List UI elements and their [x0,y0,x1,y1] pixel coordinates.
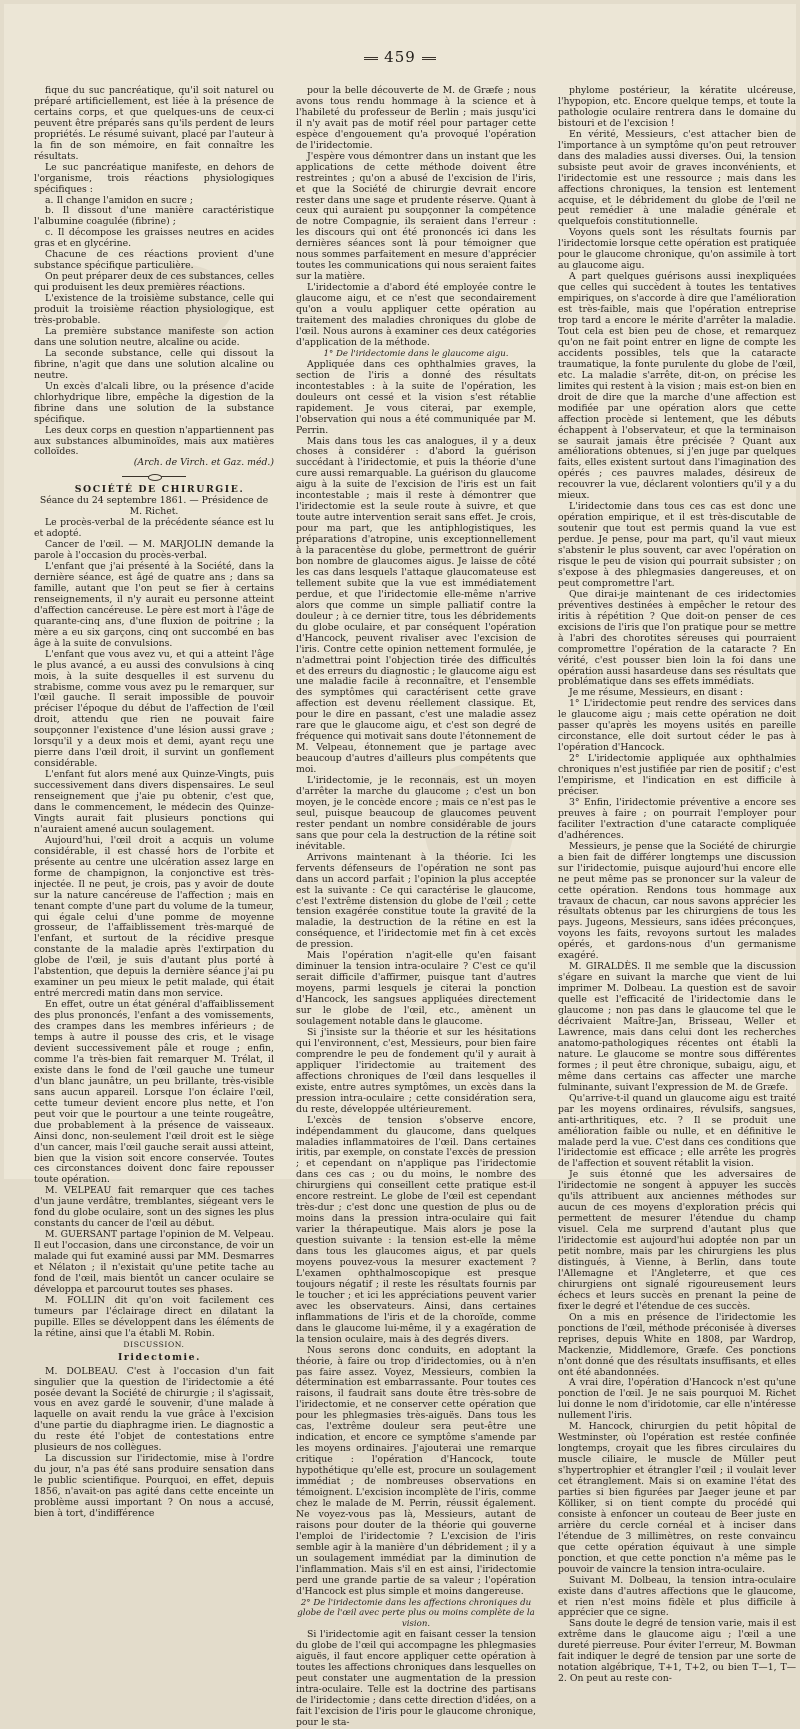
paragraph: On peut préparer deux de ces substances, celles qui produisent les deux premières réactions. [34,271,274,294]
section-divider [34,469,274,485]
paragraph: J'espère vous démontrer dans un instant que les applications de cette méthode doivent être restreintes ; qu'on a abusé de l'excision de l'iris, et que la Société de chirurgie devrait encore rester dans une sage et prudente réserve. Quant à ceux qui auraient pu soupçonner la compétence de notre Compagnie, ils seraient dans l'erreur : les discours qui ont été prononcés ici dans les dernières séances sont là pour témoigner que nous sommes parfaitement en mesure d'apprécier toutes les communications qui nous seraient faites sur la matière. [296,150,536,283]
paragraph: En vérité, Messieurs, c'est attacher bien de l'importance à un symptôme qu'on peut retrouver dans des maladies aussi diverses. Oui, la tension subsiste peut avoir de graves inconvénients, et l'iridectomie est une ressource ; mais dans les affections chroniques, la tension est lentement acquise, et le débridement du globe de l'œil ne peut remédier à une maladie générale et quelquefois constitutionnelle. [558,128,796,228]
column-1 [34,85,274,1519]
header-rule-left [364,57,378,61]
paragraph: L'enfant que j'ai présenté à la Société, dans la dernière séance, est âgé de quatre ans ; dans sa famille, autant que l'on peut se fier à certains renseignements, il n'y aurait eu personne atteint d'affection cancéreuse. Le père est mort à l'âge de quarante-cinq ans, d'une fluxion de poitrine ; la mère a eu six garçons, cinq ont succombé en bas âge à la suite de convulsions. [34,561,274,649]
paragraph: Qu'arrive-t-il quand un glaucome aigu est traité par les moyens ordinaires, révulsifs, sangsues, anti-arthritiques, etc. ? Il se produit une amélioration faible ou nulle, et en définitive le malade perd la vue. C'est dans ces conditions que l'iridectomie est efficace ; elle arrête les progrès de l'affection et souvent rétablit la vision. [558,1092,796,1170]
paragraph: En effet, outre un état général d'affaiblissement des plus prononcés, l'enfant a des vomissements, des crampes dans les membres inférieurs ; de temps à autre il pousse des cris, et le visage devient successivement pâle et rouge ; enfin, comme l'a très-bien fait remarquer M. Trélat, il existe dans le fond de l'œil gauche une tumeur d'un blanc jaunâtre, un peu brillante, très-visible sans aucun appareil. Lorsque l'on éclaire l'œil, cette tumeur devient encore plus nette, et l'on peut voir que le pourtour a une teinte rougeâtre, due probablement à la présence de vaisseaux. Ainsi donc, non-seulement l'œil droit est le siège d'un cancer, mais l'œil gauche serait aussi atteint, bien que la vision soit encore conservée. Toutes ces circonstances doivent donc faire repousser toute opération. [34,999,274,1186]
session-line: Séance du 24 septembre 1861. — Présidence de M. Richet. [39,495,269,518]
paragraph: Je me résume, Messieurs, en disant : [569,687,744,699]
paragraph: A vrai dire, l'opération d'Hancock n'est qu'une ponction de l'œil. Je ne sais pourquoi M. Richet lui donne le nom d'iridotomie, car elle n'intéresse nullement l'iris. [558,1377,796,1422]
paragraph: Suivant M. Dolbeau, la tension intra-oculaire existe dans d'autres affections que le glaucome, et rien n'est moins fidèle et plus difficile à apprécier que ce signe. [558,1574,796,1619]
paragraph: a. Il change l'amidon en sucre ; [45,194,193,206]
column-3 [558,85,796,1685]
paragraph: Sans doute le degré de tension varie, mais il est extrême dans le glaucome aigu ; l'œil a une dureté pierreuse. Pour éviter l'erreur, M. Bowman fait indiquer le degré de tension par une sorte de notation algébrique, T+1, T+2, ou bien T—1, T—2. On peut au reste con- [558,1618,796,1685]
paragraph: Mais dans tous les cas analogues, il y a deux choses à considérer : d'abord la guérison succédant à l'iridectomie, et puis la théorie d'une cure aussi remarquable. La guérison du glaucome aigu à la suite de l'excision de l'iris est un fait incontestable ; mais il reste à démontrer que l'iridectomie est la seule route à suivre, et que toute autre intervention serait sans effet. Je crois, pour ma part, que les antiphlogistiques, les préparations d'atropine, unis exceptionnellement à la paracentèse du globe, permettront de guérir bon nombre de glaucomes aigus. Je laisse de côté les cas dans lesquels l'attaque glaucomateuse est tellement subite que la vue est immédiatement perdue, et que l'iridectomie elle-même n'arrive alors que comme un simple palliatif contre la douleur ; à ce dernier titre, tous les débridements du globe oculaire, et par conséquent l'opération d'Hancock, peuvent rivaliser avec l'excision de l'iris. Contre cette opinion nettement formulée, je n'admettrai point l'objection tirée des difficultés et des erreurs du diagnostic ; le glaucome aigu est une maladie facile à reconnaître, et l'ensemble des symptômes qui caractérisent cette grave affection est devenu réellement classique. Et, pour le dire en passant, c'est une maladie assez rare que le glaucome aigu, et c'est son degré de fréquence qui motivait sans doute l'étonnement de M. Velpeau, étonnement que je partage avec beaucoup d'autres d'ailleurs plus compétents que moi. [296,435,536,776]
paragraph: M. Hancock, chirurgien du petit hôpital de Westminster, où l'opération est restée confinée longtemps, croyait que les fibres circulaires du muscle ciliaire, le muscle de Müller peut s'hypertrophier et étrangler l'œil ; il voulait lever cet étranglement. Mais si on examine l'état des parties si bien figurées par Jaeger jeune et par Kölliker, si on tient compte du procédé qui consiste à enfoncer un couteau de Beer juste en arrière du cercle cornéal et à inciser dans l'étendue de 3 millimètres, on reste convaincu que cette opération équivaut à une simple ponction, et que cette ponction n'a même pas le pouvoir de vaincre la tension intra-oculaire. [558,1421,796,1575]
paragraph: A part quelques guérisons aussi inexpliquées que celles qui succèdent à toutes les tentatives empiriques, on s'accorde à dire que l'amélioration est très-faible, mais que l'opération entreprise trop tard a encore le mérite d'arrêter la maladie. Tout cela est bien peu de chose, et remarquez qu'on ne fait point entrer en ligne de compte les accidents possibles, tels que la cataracte traumatique, la fonte purulente du globe de l'œil, etc. La maladie s'arrête, dit-on, on précise les limites qui restent à la vision ; mais est-on bien en droit de dire que la marche d'une affection est modifiée par une opération alors que cette affection procède si lentement, que les débuts échappent à l'observateur, et que la terminaison se saurait jamais être précisée ? Quant aux améliorations obtenues, si j'en juge par quelques faits, elles existent surtout dans l'imagination des opérés ; ces pauvres malades, désireux de recouvrer la vue, déclarent volontiers qu'il y a du mieux. [558,271,796,502]
paragraph: b. Il dissout d'une manière caractéristique l'albumine coagulée (fibrine) ; [34,205,274,228]
paragraph: L'excès de tension s'observe encore, indépendamment du glaucome, dans quelques maladies inflammatoires de l'œil. Dans certaines iritis, par exemple, on constate l'excès de pression ; et cependant on n'applique pas l'iridectomie dans ces cas ; ou du moins, le nombre des chirurgiens qui conseillent cette pratique est-il encore restreint. Le globe de l'œil est cependant très-dur ; c'est donc une question de plus ou de moins dans la pression intra-oculaire qui fait varier la thérapeutique. Mais alors je pose la question suivante : la tension est-elle la même dans tous les glaucomes aigus, et par quels moyens pouvez-vous la mesurer exactement ? L'examen ophthalmoscopique est presque toujours négatif ; il reste les résultats fournis par le toucher ; et ici les appréciations peuvent varier avec les observateurs. Ainsi, dans certaines inflammations de l'iris et de la choroïde, comme dans le glaucome lui-même, il y a exagération de la tension oculaire, mais à des degrés divers. [296,1114,536,1345]
paragraph: M. VELPEAU fait remarquer que ces taches d'un jaune verdâtre, tremblantes, siégeant vers le fond du globe oculaire, sont un des signes les plus constants du cancer de l'œil au début. [34,1185,274,1230]
paragraph: 1° L'iridectomie peut rendre des services dans le glaucome aigu ; mais cette opération ne doit passer qu'après les moyens usités en pareille circonstance, elle doit surtout céder le pas à l'opération d'Hancock. [558,698,796,754]
paragraph: Cancer de l'œil. — M. MARJOLIN demande la parole à l'occasion du procès-verbal. [34,539,274,562]
paragraph: Si l'iridectomie agit en faisant cesser la tension du globe de l'œil qui accompagne les phlegmasies aiguës, il faut encore appliquer cette opération à toutes les affections chroniques dans lesquelles on peut constater une augmentation de la pression intra-oculaire. Telle est la doctrine des partisans de l'iridectomie ; dans cette direction d'idées, on a fait l'excision de l'iris pour le glaucome chronique, pour le sta- [296,1629,536,1729]
paragraph: L'iridectomie dans tous ces cas est donc une opération empirique, et il est très-discutable de soutenir que tout est permis quand la vue est perdue. Je pense, pour ma part, qu'il vaut mieux s'abstenir le plus souvent, car avec l'opération on risque le peu de vision qui pourrait subsister ; on s'expose à des phlegmasies dangereuses, et on peut compromettre l'art. [558,501,796,589]
paragraph: Le suc pancréatique manifeste, en dehors de l'organisme, trois réactions physiologiques spécifiques : [34,161,274,195]
paragraph: Je suis étonné que les adversaires de l'iridectomie ne songent à appuyer les succès qu'ils attribuent aux anciennes méthodes sur aucun de ces moyens d'exploration précis qui permettent de mesurer l'étendue du champ visuel. Cela me surprend d'autant plus que l'iridectomie est aujourd'hui adoptée non par un petit nombre, mais par les chirurgiens les plus distingués, à Vienne, à Berlin, dans toute l'Allemagne et l'Angleterre, et que ces chirurgiens ont signalé rigoureusement leurs échecs et leurs succès en prenant la peine de fixer le degré et l'étendue de ces succès. [558,1169,796,1312]
paragraph: Arrivons maintenant à la théorie. Ici les fervents défenseurs de l'opération ne sont pas dans un accord parfait ; l'opinion la plus acceptée est la suivante : Ce qui caractérise le glaucome, c'est l'extrême distension du globe de l'œil ; cette tension exagérée constitue toute la gravité de la maladie, la destruction de la rétine en est la conséquence, et l'iridectomie met fin à cet excès de pression. [296,851,536,951]
paragraph: La première substance manifeste son action dans une solution neutre, alcaline ou acide. [34,325,274,348]
subhead-glaucome-aigu: 1° De l'iridectomie dans le glaucome aigu. [323,348,509,359]
paragraph: M. FOLLIN dit qu'on voit facilement ces tumeurs par l'éclairage direct en dilatant la pupille. Elles se développent dans les éléments de la rétine, ainsi que l'a établi M. Robin. [34,1294,274,1339]
paragraph: c. Il décompose les graisses neutres en acides gras et en glycérine. [34,227,274,250]
discussion-heading: DISCUSSION. [123,1339,185,1349]
paragraph: On a mis en présence de l'iridectomie les ponctions de l'œil, méthode préconisée à diverses reprises, depuis White en 1808, par Wardrop, Mackenzie, Middlemore, Græfe. Ces ponctions n'ont donné que des résultats insuffisants, et elles ont été abandonnées. [558,1311,796,1378]
paragraph: M. GUERSANT partage l'opinion de M. Velpeau. Il eut l'occasion, dans une circonstance, de voir un malade qui fut examiné aussi par MM. Desmarres et Nélaton ; il n'existait qu'une petite tache au fond de l'œil, mais bientôt un cancer oculaire se développa et parcourut toutes ses phases. [34,1229,274,1295]
paragraph: Aujourd'hui, l'œil droit a acquis un volume considérable, il est chassé hors de l'orbite et présente au centre une ulcération assez large en forme de champignon, la conjonctive est très-injectée. Il ne peut, je crois, pas y avoir de doute sur la nature cancéreuse de l'affection ; mais en tenant compte d'une part du volume de la tumeur, qui égale celui d'une pomme de moyenne grosseur, de l'affaiblissement très-marqué de l'enfant, et surtout de la récidive presque constante de la maladie après l'extirpation du globe de l'œil, je suis d'autant plus porté à l'abstention, que depuis la dernière séance j'ai pu examiner un peu mieux le petit malade, qui était entré mercredi matin dans mon service. [34,834,274,1000]
paragraph: L'existence de la troisième substance, celle qui produit la troisième réaction physiologique, est très-probable. [34,293,274,327]
paragraph: M. DOLBEAU. C'est à l'occasion d'un fait singulier que la question de l'iridectomie a été posée devant la Société de chirurgie ; il s'agissait, vous en avez gardé le souvenir, d'une malade à laquelle on avait rendu la vue grâce à l'excision d'une partie du diaphragme irien. Le diagnostic a du reste été l'objet de contestations entre plusieurs de nos collègues. [34,1365,274,1454]
paragraph: L'iridectomie a d'abord été employée contre le glaucome aigu, et ce n'est que secondairement qu'on a voulu appliquer cette opération au traitement des maladies chroniques du globe de l'œil. Nous aurons à examiner ces deux catégories d'application de la méthode. [296,282,536,348]
paragraph: Le procès-verbal de la précédente séance est lu et adopté. [34,517,274,540]
paragraph: Que dirai-je maintenant de ces iridectomies préventives destinées à empêcher le retour des iritis à répétition ? Que doit-on penser de ces excisions de l'iris que l'on pratique pour se mettre à l'abri des chorotites séreuses qui pourraient compromettre l'opération de la cataracte ? En vérité, c'est pousser bien loin la foi dans une opération aussi hasardeuse dans ses résultats que problématique dans ses effets immédiats. [558,588,796,688]
paragraph: fique du suc pancréatique, qu'il soit naturel ou préparé artificiellement, est liée à la présence de certains corps, et que quelques-uns de ceux-ci peuvent être préparés sans qu'ils perdent de leurs propriétés. Le résumé suivant, placé par l'auteur à la fin de son mémoire, en fait connaître les résultats. [34,85,274,162]
paragraph: L'iridectomie, je le reconnais, est un moyen d'arrêter la marche du glaucome ; c'est un bon moyen, je le concède encore ; mais ce n'est pas le seul, puisque beaucoup de glaucomes peuvent rester pendant un nombre considérable de jours sans que pour cela la destruction de la rétine soit inévitable. [296,775,536,852]
paragraph: Voyons quels sont les résultats fournis par l'iridectomie lorsque cette opération est pratiquée pour le glaucome chronique, qu'on assimile à tort au glaucome aigu. [558,227,796,272]
paragraph: Les deux corps en question n'appartiennent pas aux substances albuminoïdes, mais aux matières colloïdes. [34,424,274,458]
paragraph: Messieurs, je pense que la Société de chirurgie a bien fait de différer longtemps une discussion sur l'iridectomie, puisque aujourd'hui encore elle ne peut même pas se prononcer sur la valeur de cette opération. Rendons tous hommage aux travaux de chacun, car nous savons apprécier les résultats obtenus par les chirurgiens de tous les pays. Jugeons, Messieurs, sans idées préconçues, voyons les faits, revoyons surtout les malades opérés, et gardons-nous d'un germanisme exagéré. [558,840,796,962]
column-2 [296,85,536,1729]
paragraph: phylome postérieur, la kératite ulcéreuse, l'hypopion, etc. Encore quelque temps, et toute la pathologie oculaire rentrera dans le domaine du bistouri et de l'excision ! [558,85,796,129]
subhead-affections-chroniques: 2° De l'iridectomie dans les affections chroniques du globe de l'œil avec perte plus ou moins complète de la vision. [297,1597,535,1630]
paragraph: Un excès d'alcali libre, ou la présence d'acide chlorhydrique libre, empêche la digestion de la fibrine dans une solution de la substance spécifique. [34,380,274,425]
citation: (Arch. de Virch. et Gaz. méd.) [133,457,274,469]
paragraph: Nous serons donc conduits, en adoptant la théorie, à faire ou trop d'iridectomies, ou à n'en pas faire assez. Voyez, Messieurs, combien la détermination est embarrassante. Pour toutes ces raisons, il faudrait sans doute être très-sobre de l'iridectomie, et ne conserver cette opération que pour les phlegmasies très-aiguës. Dans tous les cas, l'extrême douleur sera peut-être une indication, et encore ce symptôme s'amende par les moyens ordinaires. J'ajouterai une remarque critique : l'opération d'Hancock, toute hypothétique qu'elle est, procure un soulagement immédiat ; de nombreuses observations en témoignent. L'excision incomplète de l'iris, comme chez le malade de M. Perrin, réussit également. Ne voyez-vous pas là, Messieurs, autant de raisons pour douter de la théorie qui gouverne l'emploi de l'iridectomie ? L'excision de l'iris semble agir à la manière d'un débridement ; il y a un soulagement immédiat par la diminution de l'inflammation. Mais s'il en est ainsi, l'iridectomie perd une grande partie de sa valeur ; l'opération d'Hancock est plus simple et moins dangereuse. [296,1344,536,1597]
paragraph: L'enfant que vous avez vu, et qui a atteint l'âge le plus avancé, a eu aussi des convulsions à cinq mois, à la suite desquelles il est survenu du strabisme, comme vous avez pu le remarquer, sur l'œil gauche. Il serait impossible de pouvoir préciser l'époque du début de l'affection de l'œil droit, attendu que rien ne pouvait faire soupçonner l'existence d'une lésion aussi grave ; lorsqu'il y a deux mois et demi, ayant reçu une pierre dans l'œil droit, il survint un gonflement considérable. [34,648,274,770]
page-number: 459 [384,48,416,66]
paragraph: Si j'insiste sur la théorie et sur les hésitations qui l'environnent, c'est, Messieurs, pour bien faire comprendre le peu de fondement qu'il y aurait à appliquer l'iridectomie au traitement des affections chroniques de l'œil dans lesquelles il existe, entre autres symptômes, un excès dans la pression intra-oculaire ; cette considération sera, du reste, développée ultérieurement. [296,1026,536,1115]
paragraph: Appliquée dans ces ophthalmies graves, la section de l'iris a donné des résultats incontestables : à la suite de l'opération, les douleurs ont cessé et la vision s'est rétablie rapidement. Je vous citerai, par exemple, l'observation qui nous a été communiquée par M. Perrin. [296,358,536,436]
page-header [4,44,796,70]
paragraph: M. GIRALDÈS. Il me semble que la discussion s'égare en suivant la marche que vient de lui imprimer M. Dolbeau. La question est de savoir quelle est l'efficacité de l'iridectomie dans le glaucome ; non pas dans le glaucome tel que le décrivaient Maître-Jan, Brisseau, Weller et Lawrence, mais dans celui dont les recherches anatomo-pathologiques récentes ont établi la nature. Le glaucome se montre sous différentes formes ; il peut être chronique, subaigu, aigu, et même dans certains cas affecter une marche fulminante, suivant l'expression de M. de Græfe. [558,961,796,1093]
iridectomie-heading: Iridectomie. [117,1351,202,1363]
header-rule-right [422,57,436,61]
paragraph: 2° L'iridectomie appliquée aux ophthalmies chroniques n'est justifiée par rien de positif ; c'est l'empirisme, et l'indication en est difficile à préciser. [558,753,796,797]
paragraph: pour la belle découverte de M. de Græfe ; nous avons tous rendu hommage à la science et à l'habileté du professeur de Berlin ; mais jusqu'ici il n'y avait pas de motif réel pour partager cette espèce d'engouement qu'a provoqué l'opération de l'iridectomie. [296,85,536,151]
paragraph: L'enfant fut alors mené aux Quinze-Vingts, puis successivement dans divers dispensaires. Le seul renseignement que j'aie pu obtenir, c'est que, dans le commencement, le médecin des Quinze-Vingts aurait fait plusieurs ponctions qui n'auraient amené aucun soulagement. [34,769,274,835]
paragraph: La discussion sur l'iridectomie, mise à l'ordre du jour, n'a pas été sans produire sensation dans le public scientifique. Pourquoi, en effet, depuis 1856, n'avait-on pas agité dans cette enceinte un problème aussi important ? On nous a accusé, bien à tort, d'indifférence [34,1453,274,1519]
newspaper-page [4,4,796,1729]
paragraph: Chacune de ces réactions provient d'une substance spécifique particulière. [34,249,274,272]
paragraph: La seconde substance, celle qui dissout la fibrine, n'agit que dans une solution alcaline ou neutre. [34,347,274,381]
paragraph: Mais l'opération n'agit-elle qu'en faisant diminuer la tension intra-oculaire ? C'est ce qu'il serait difficile d'affirmer, puisque tant d'autres moyens, parmi lesquels je citerai la ponction d'Hancock, les sangsues appliquées directement sur le globe de l'œil, etc., amènent un soulagement notable dans le glaucome. [296,950,536,1028]
paragraph: 3° Enfin, l'iridectomie préventive a encore ses preuves à faire ; on pourrait l'employer pour faciliter l'extraction d'une cataracte compliquée d'adhérences. [558,796,796,841]
section-title: SOCIÉTÉ DE CHIRURGIE. [74,484,245,496]
